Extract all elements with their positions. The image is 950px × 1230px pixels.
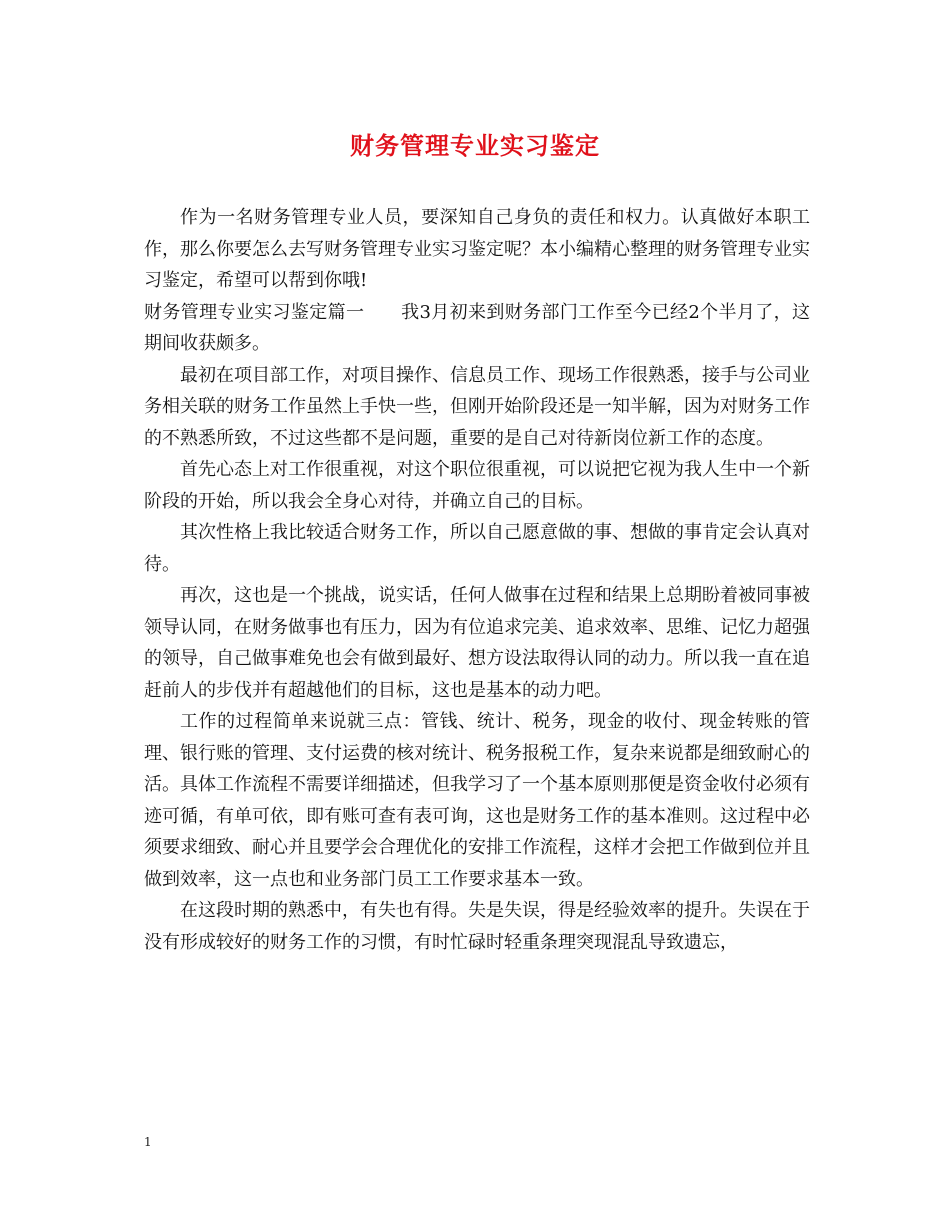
page-number: 1 (144, 1135, 152, 1149)
paragraph: 在这段时期的熟悉中，有失也有得。失是失误，得是经验效率的提升。失误在于没有形成较好的财务工作的习惯，有时忙碌时轻重条理突现混乱导致遗忘， (144, 900, 810, 953)
document-title: 财务管理专业实习鉴定 (350, 131, 600, 160)
document-body (144, 202, 810, 958)
paragraph: 其次性格上我比较适合财务工作，所以自己愿意做的事、想做的事肯定会认真对待。 (144, 522, 810, 575)
paragraph-intro: 作为一名财务管理专业人员，要深知自己身负的责任和权力。认真做好本职工作，那么你要怎么去写财务管理专业实习鉴定呢？本小编精心整理的财务管理专业实习鉴定，希望可以帮到你哦! (144, 207, 810, 291)
paragraph: 工作的过程简单来说就三点：管钱、统计、税务，现金的收付、现金转账的管理、银行账的管理、支付运费的核对统计、税务报税工作，复杂来说都是细致耐心的活。具体工作流程不需要详细描述，但我学习了一个基本原则那便是资金收付必须有迹可循，有单可依，即有账可查有表可询，这也是财务工作的基本准则。这过程中必须要求细致、耐心并且要学会合理优化的安排工作流程，这样才会把工作做到位并且做到效率，这一点也和业务部门员工工作要求基本一致。 (144, 711, 810, 890)
paragraph: 再次，这也是一个挑战，说实话，任何人做事在过程和结果上总期盼着被同事被领导认同，在财务做事也有压力，因为有位追求完美、追求效率、思维、记忆力超强的领导，自己做事难免也会有做到最好、想方设法取得认同的动力。所以我一直在追赶前人的步伐并有超越他们的目标，这也是基本的动力吧。 (144, 585, 810, 701)
paragraph: 最初在项目部工作，对项目操作、信息员工作、现场工作很熟悉，接手与公司业务相关联的财务工作虽然上手快一些，但刚开始阶段还是一知半解，因为对财务工作的不熟悉所致，不过这些都不是问题，重要的是自己对待新岗位新工作的态度。 (144, 364, 810, 449)
paragraph-section-heading: 财务管理专业实习鉴定篇一 我3月初来到财务部门工作至今已经2个半月了，这期间收获颇多。 (144, 301, 810, 354)
paragraph: 首先心态上对工作很重视，对这个职位很重视，可以说把它视为我人生中一个新阶段的开始，所以我会全身心对待，并确立自己的目标。 (144, 459, 810, 512)
